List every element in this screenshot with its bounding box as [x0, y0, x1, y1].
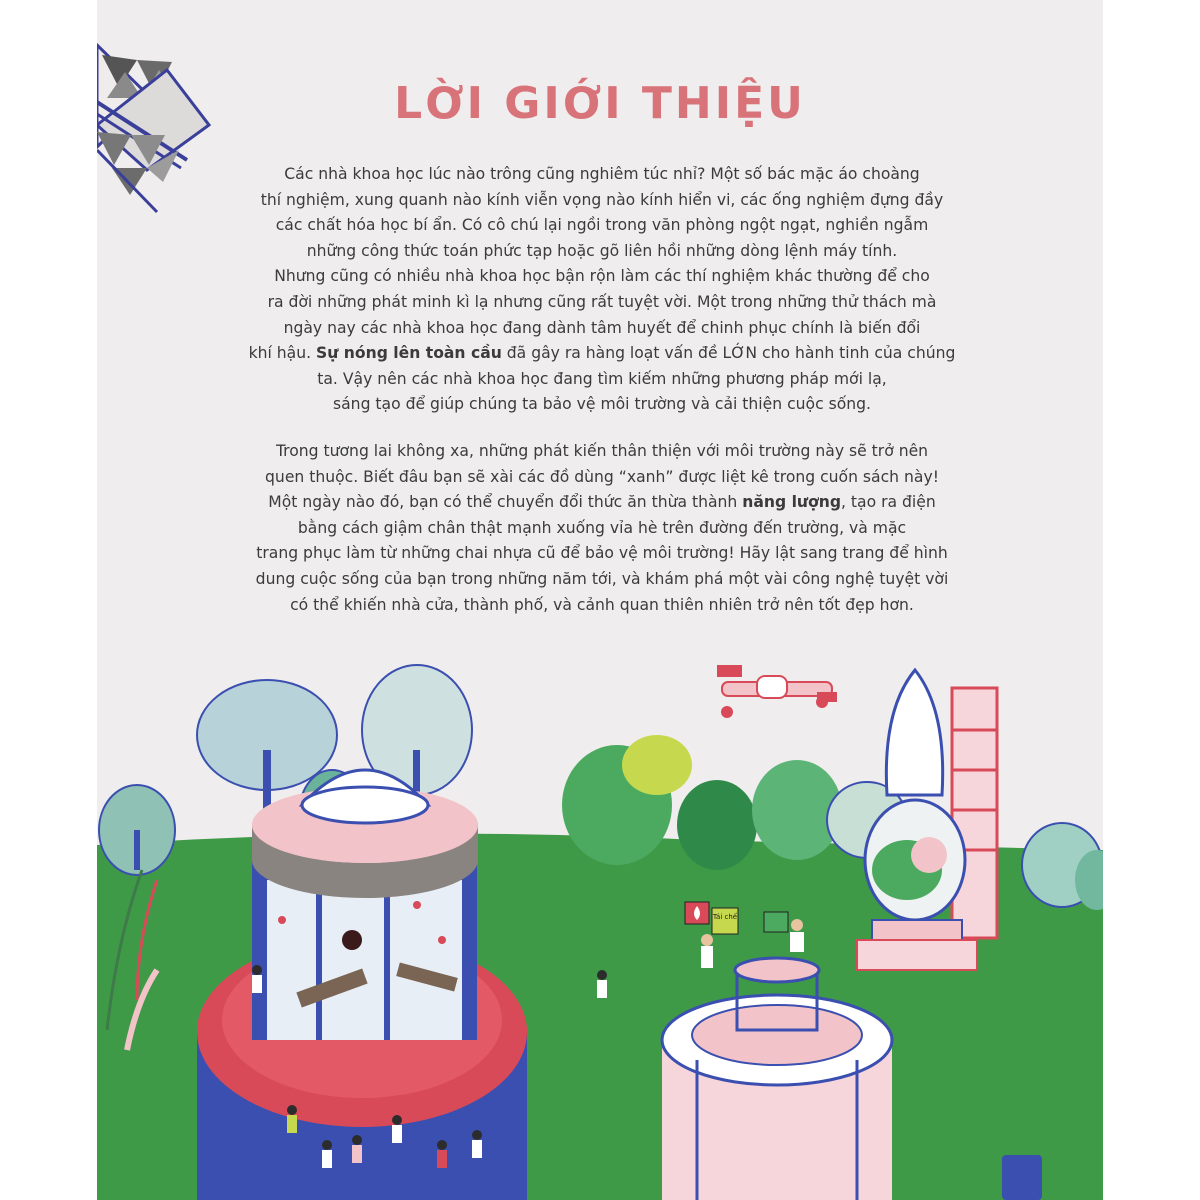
paragraph-line: trang phục làm từ những chai nhựa cũ để bảo vệ môi trường! Hãy lật sang trang để hình	[256, 544, 948, 563]
rocket-tower	[857, 670, 997, 970]
paragraph-line: Nhưng cũng có nhiều nhà khoa học bận rộn làm các thí nghiệm khác thường để cho	[274, 267, 930, 286]
tree	[99, 785, 175, 875]
airplane	[717, 665, 837, 718]
paragraph-line	[167, 341, 1037, 367]
line-text: Một ngày nào đó, bạn có thể chuyển đổi thức ăn thừa thành	[268, 493, 743, 512]
paragraph-line: bằng cách giậm chân thật mạnh xuống vỉa hè trên đường đến trường, và mặc	[297, 518, 907, 537]
paragraph-line: thí nghiệm, xung quanh nào kính viễn vọng nào kính hiển vi, các ống nghiệm đựng đầy	[260, 190, 944, 209]
paragraph-line: các chất hóa học bí ẩn. Có cô chú lại ngồi trong văn phòng ngột ngạt, nghiền ngẫm	[275, 216, 929, 235]
recycle-sign-label: Tái chế	[712, 913, 738, 921]
paragraph-line: những công thức toán phức tạp hoặc gõ liên hồi những dòng lệnh máy tính.	[306, 241, 898, 260]
book-page	[97, 0, 1103, 1200]
paragraph-line: có thể khiến nhà cửa, thành phố, và cảnh quan thiên nhiên trở nên tốt đẹp hơn.	[290, 595, 914, 614]
tree	[562, 735, 907, 870]
paragraph-line: ngày nay các nhà khoa học đang dành tâm huyết để chinh phục chính là biến đổi	[283, 318, 921, 337]
trash-bin	[1002, 1155, 1042, 1200]
paragraph-line: quen thuộc. Biết đâu bạn sẽ xài các đồ dùng “xanh” được liệt kê trong cuốn sách này!	[265, 467, 939, 486]
paragraph-line: sáng tạo để giúp chúng ta bảo vệ môi trường và cải thiện cuộc sống.	[333, 395, 871, 414]
paragraph-line: ra đời những phát minh kì lạ nhưng cũng rất tuyệt vời. Một trong những thử thách mà	[267, 292, 937, 311]
line-text: đã gây ra hàng loạt vấn đề LỚN cho hành tinh của chúng	[501, 344, 956, 363]
paragraph-line: dung cuộc sống của bạn trong những năm tới, và khám phá một vài công nghệ tuyệt vời	[255, 569, 949, 588]
emphasized-term: năng lượng	[742, 493, 842, 512]
paragraph-line: ta. Vậy nên các nhà khoa học đang tìm kiếm những phương pháp mới lạ,	[317, 369, 887, 388]
emphasized-term: Sự nóng lên toàn cầu	[316, 344, 502, 363]
paragraph-line: Các nhà khoa học lúc nào trông cũng nghiêm túc nhỉ? Một số bác mặc áo choàng	[284, 165, 920, 183]
paragraph-line	[167, 490, 1037, 516]
intro-paragraph-2	[167, 439, 1037, 618]
intro-paragraph-1	[167, 162, 1037, 418]
line-text: , tạo ra điện	[841, 493, 936, 512]
paragraph-line: Trong tương lai không xa, những phát kiến thân thiện với môi trường này sẽ trở nên	[275, 442, 929, 460]
eco-city-illustration	[97, 640, 1103, 1200]
line-text: khí hậu.	[248, 344, 317, 363]
page-title: LỜI GIỚI THIỆU	[394, 78, 806, 129]
